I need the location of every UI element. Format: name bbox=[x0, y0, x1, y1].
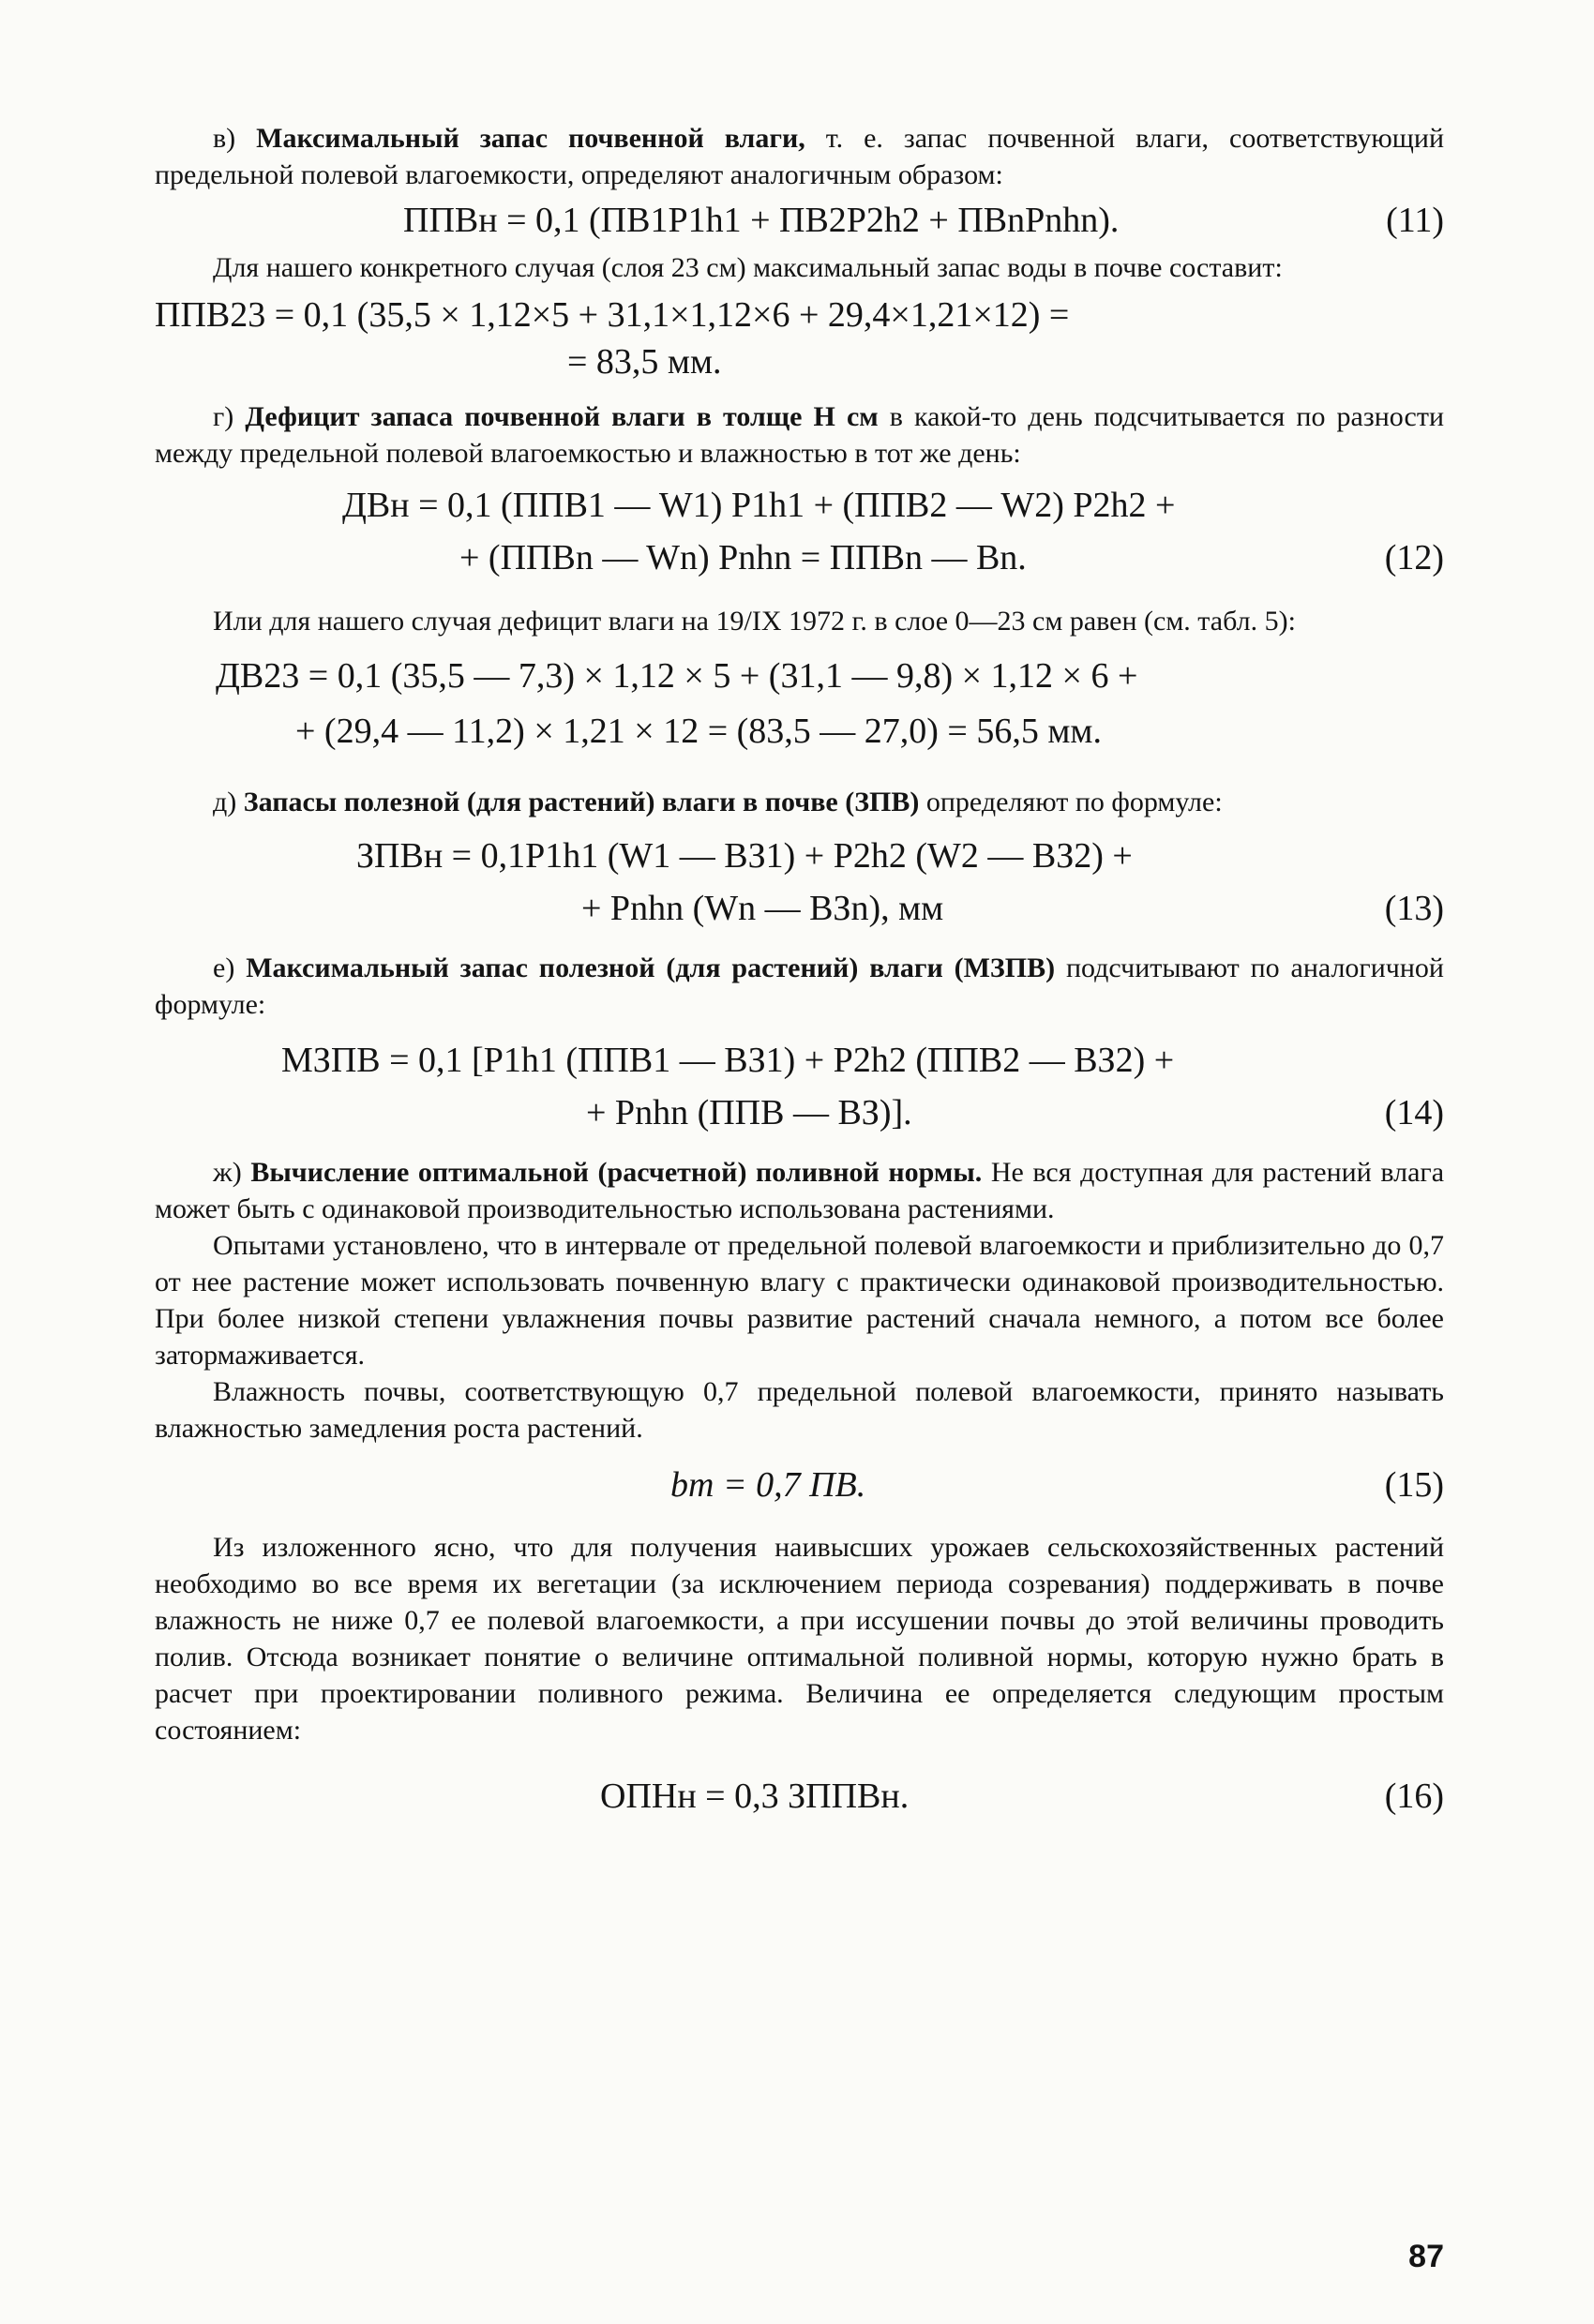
section-e-heading: Максимальный запас полезной (для растений) влаги (МЗПВ) bbox=[246, 952, 1056, 983]
formula-dv23-line1: ДВ23 = 0,1 (35,5 — 7,3) × 1,12 × 5 + (31,1 — 9,8) × 1,12 × 6 + bbox=[216, 656, 1138, 696]
deficit-paragraph: Или для нашего случая дефицит влаги на 19/IX 1972 г. в слое 0—23 см равен (см. табл. 5): bbox=[213, 606, 1296, 637]
section-d-text: определяют по формуле: bbox=[919, 787, 1223, 817]
formula-13-line1: ЗПВн = 0,1P1h1 (W1 — ВЗ1) + P2h2 (W2 — ВЗ2) + bbox=[356, 836, 1133, 876]
section-g-paragraph bbox=[155, 398, 1444, 472]
formula-12 bbox=[155, 479, 1444, 584]
formula-dv23 bbox=[155, 649, 1444, 759]
section-zh-paragraph bbox=[155, 1154, 1444, 1227]
section-d-heading: Запасы полезной (для растений) влаги в почве (ЗПВ) bbox=[243, 787, 920, 817]
formula-14-number: (14) bbox=[1384, 1093, 1444, 1132]
formula-15-number: (15) bbox=[1384, 1465, 1444, 1505]
formula-14-line2: + Pnhn (ППВ — ВЗ)]. bbox=[586, 1093, 912, 1132]
formula-12-line1: ДВн = 0,1 (ППВ1 — W1) P1h1 + (ППВ2 — W2) P2h2 + bbox=[342, 486, 1176, 525]
formula-14-line1: МЗПВ = 0,1 [P1h1 (ППВ1 — ВЗ1) + P2h2 (ППВ2 — ВЗ2) + bbox=[281, 1041, 1175, 1080]
formula-16-number: (16) bbox=[1384, 1777, 1444, 1816]
section-e-paragraph bbox=[155, 950, 1444, 1023]
section-e-label: е) bbox=[213, 952, 235, 983]
formula-16 bbox=[155, 1773, 1444, 1829]
section-g-text: в какой-то день подсчитывается по разности между предельной полевой влагоемкостью и влажностью в тот же день: bbox=[155, 401, 1445, 469]
conclusion-paragraph: Из изложенного ясно, что для получения наивысших урожаев сельскохозяйственных растений необходимо во все время их вегетации (за исключением периода созревания) поддерживать в почве влажность не ниже 0,7 ее полевой влагоемкости, а при иссушении почвы до этой величины проводить полив. Отсюда возникает понятие о величине оптимальной поливной нормы, которую нужно брать в расчет при проектировании поливного режима. Величина ее определяется следующим простым состоянием: bbox=[155, 1532, 1444, 1746]
formula-11 bbox=[155, 197, 1444, 247]
section-zh-text: Не вся доступная для растений влага может быть с одинаковой производительностью использована растениями. bbox=[155, 1157, 1445, 1224]
formula-13-line2: + Pnhn (Wn — ВЗn), мм bbox=[581, 889, 944, 928]
section-e-text: подсчитывают по аналогичной формуле: bbox=[155, 952, 1444, 1020]
case-paragraph: Для нашего конкретного случая (слоя 23 см) максимальный запас воды в почве составит: bbox=[213, 252, 1283, 283]
moisture-paragraph: Влажность почвы, соответствующую 0,7 предельной полевой влагоемкости, принято называть влажностью замедления роста растений. bbox=[155, 1376, 1444, 1444]
formula-13-number: (13) bbox=[1384, 889, 1444, 928]
experiments-paragraph: Опытами установлено, что в интервале от предельной полевой влагоемкости и приблизительно до 0,7 от нее растение может использовать почвенную влагу с практически одинаковой производительностью. При более низкой степени увлажнения почвы развитие растений сначала немного, а потом все более затормаживается. bbox=[155, 1230, 1444, 1371]
section-zh-label: ж) bbox=[213, 1157, 242, 1188]
formula-23 bbox=[155, 292, 1444, 385]
formula-13 bbox=[155, 830, 1444, 935]
section-d-paragraph bbox=[155, 784, 1444, 820]
formula-16-expression: ОПНн = 0,3 ЗППВн. bbox=[600, 1777, 910, 1816]
section-zh-heading: Вычисление оптимальной (расчетной) поливной нормы. bbox=[250, 1157, 983, 1188]
formula-12-number: (12) bbox=[1384, 538, 1444, 577]
formula-11-number: (11) bbox=[1386, 201, 1444, 240]
formula-15 bbox=[155, 1462, 1444, 1516]
section-g-label: г) bbox=[213, 401, 234, 432]
formula-14 bbox=[155, 1034, 1444, 1139]
formula-12-line2: + (ППВn — Wn) Pnhn = ППВn — Вn. bbox=[459, 538, 1027, 577]
section-d-label: д) bbox=[213, 787, 237, 817]
text-column bbox=[155, 120, 1444, 1829]
formula-15-expression: bm = 0,7 ПВ. bbox=[670, 1465, 866, 1505]
section-v-label: в) bbox=[213, 123, 236, 154]
formula-11-expression: ППВн = 0,1 (ПВ1P1h1 + ПВ2P2h2 + ПВnPnhn). bbox=[403, 201, 1120, 240]
formula-23-line2: = 83,5 мм. bbox=[567, 342, 722, 382]
formula-dv23-line2: + (29,4 — 11,2) × 1,21 × 12 = (83,5 — 27,0) = 56,5 мм. bbox=[295, 712, 1102, 751]
section-v-text: т. е. запас почвенной влаги, соответствующий предельной полевой влагоемкости, определяют аналогичным образом: bbox=[155, 123, 1445, 190]
section-v-heading: Максимальный запас почвенной влаги, bbox=[256, 123, 805, 154]
page-number: 87 bbox=[1408, 2239, 1444, 2274]
section-v-paragraph bbox=[155, 120, 1444, 193]
formula-23-line1: ППВ23 = 0,1 (35,5 × 1,12×5 + 31,1×1,12×6 + 29,4×1,21×12) = bbox=[155, 295, 1070, 335]
section-g-heading: Дефицит запаса почвенной влаги в толще Н см bbox=[245, 401, 879, 432]
